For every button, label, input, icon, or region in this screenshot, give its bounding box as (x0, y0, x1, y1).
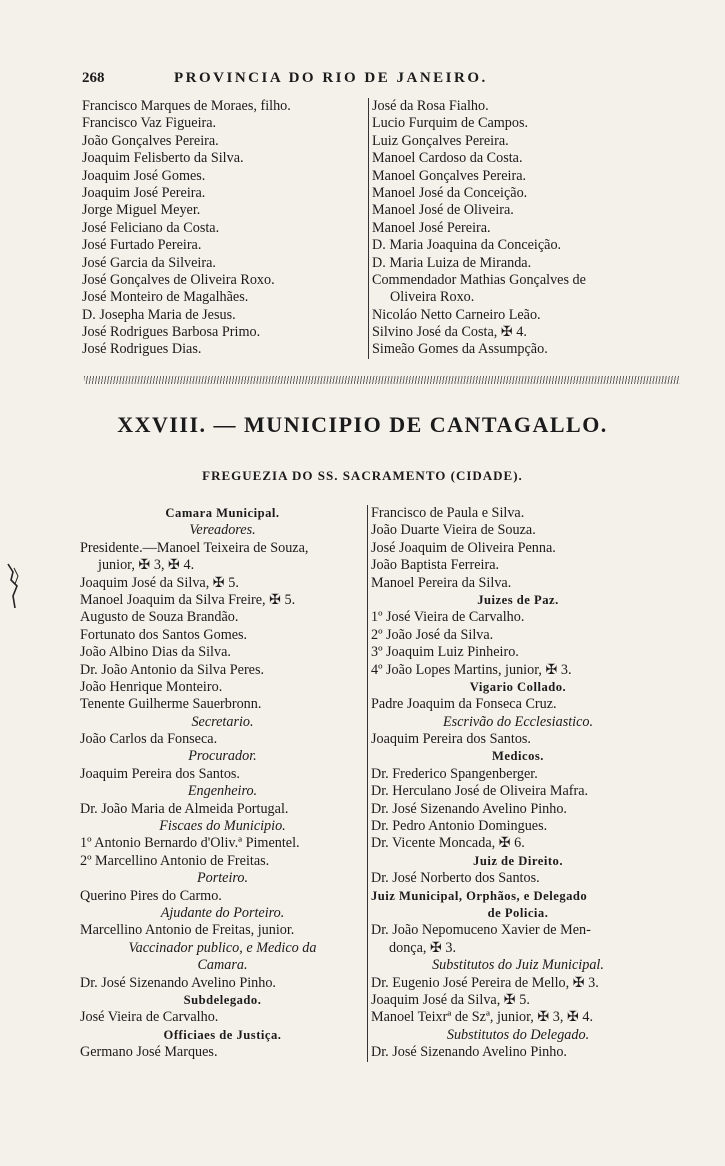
bottom-right-heading: Medicos. (492, 749, 544, 764)
bottom-right-entry: Dr. Herculano José de Oliveira Mafra. (371, 783, 589, 800)
bottom-right-entry: Joaquim José da Silva, ✠ 5. (371, 991, 530, 1008)
top-left-entry: João Gonçalves Pereira. (82, 132, 219, 149)
bottom-right-entry: Dr. José Norberto dos Santos. (371, 870, 540, 887)
top-right-entry: Manoel José da Conceição. (372, 184, 528, 201)
ornamental-rule (84, 376, 680, 384)
bottom-right-entry: 3º Joaquim Luiz Pinheiro. (371, 644, 519, 661)
top-left-entry: Joaquim José Pereira. (82, 184, 206, 201)
section-title: XXVIII. — MUNICIPIO DE CANTAGALLO. (117, 412, 608, 437)
bottom-left-entry: Joaquim Pereira dos Santos. (80, 765, 240, 782)
bottom-right-column (367, 505, 665, 1062)
bottom-left-entry: Dr. João Antonio da Silva Peres. (80, 661, 265, 678)
bottom-left-entry: Fortunato dos Santos Gomes. (80, 626, 248, 643)
top-left-entry: José Gonçalves de Oliveira Roxo. (82, 271, 275, 288)
bottom-right-entry: José Joaquim de Oliveira Penna. (371, 539, 556, 556)
top-left-column (82, 98, 364, 359)
top-right-entry: Commendador Mathias Gonçalves de (372, 271, 586, 288)
bottom-left-heading: Vaccinador publico, e Medico da (128, 939, 317, 956)
top-left-entry: Francisco Marques de Moraes, filho. (82, 98, 291, 114)
bottom-right-entry: 4º João Lopes Martins, junior, ✠ 3. (371, 661, 572, 678)
top-left-entry: Francisco Vaz Figueira. (82, 115, 217, 132)
bottom-right-entry: João Baptista Ferreira. (371, 557, 500, 574)
bottom-left-entry: Germano José Marques. (80, 1044, 218, 1061)
top-left-entry: José Monteiro de Magalhães. (82, 289, 249, 306)
bottom-right-entry: Dr. José Sizenando Avelino Pinho. (371, 800, 567, 817)
bottom-right-heading: Juiz de Direito. (473, 853, 563, 868)
bottom-right-entry: Dr. Vicente Moncada, ✠ 6. (371, 835, 525, 852)
top-right-entry: Manoel José Pereira. (372, 219, 491, 236)
bottom-right-heading: Juiz Municipal, Orphãos, e Delegado (371, 888, 588, 903)
top-right-entry: Manoel Cardoso da Costa. (372, 150, 523, 167)
top-right-column (368, 98, 664, 359)
bottom-right-entry: Dr. João Nepomuceno Xavier de Men- (371, 922, 591, 939)
bottom-right-entry: 2º João José da Silva. (371, 626, 494, 643)
bottom-right-entry: Joaquim Pereira dos Santos. (371, 731, 531, 748)
bottom-right-heading: Substitutos do Delegado. (446, 1026, 590, 1043)
bottom-left-heading: Vereadores. (189, 522, 256, 539)
top-left-entry: Jorge Miguel Meyer. (82, 202, 201, 219)
top-left-entry: Joaquim Felisberto da Silva. (82, 150, 244, 167)
bottom-left-entry: João Carlos da Fonseca. (80, 731, 218, 748)
top-right-entry: D. Maria Joaquina da Conceição. (372, 237, 562, 254)
bottom-left-heading: Camara Municipal. (165, 506, 280, 520)
top-left-entry: D. Josepha Maria de Jesus. (82, 306, 236, 323)
bottom-right-entry: Manoel Teixrª de Szª, junior, ✠ 3, ✠ 4. (371, 1009, 594, 1026)
top-left-entry: José Rodrigues Barbosa Primo. (82, 324, 261, 341)
top-right-entry: Manoel Gonçalves Pereira. (372, 167, 527, 184)
bottom-left-heading: Ajudante do Porteiro. (160, 904, 285, 921)
top-left-entry: José Garcia da Silveira. (82, 254, 216, 271)
bottom-left-entry: 2º Marcellino Antonio de Freitas. (80, 852, 270, 869)
bottom-left-heading: Camara. (197, 957, 248, 974)
top-left-entry: Joaquim José Gomes. (82, 167, 206, 184)
bottom-right-entry: Dr. José Sizenando Avelino Pinho. (371, 1044, 567, 1061)
bottom-left-entry: 1º Antonio Bernardo d'Oliv.ª Pimentel. (80, 835, 300, 852)
bottom-right-entry: Dr. Eugenio José Pereira de Mello, ✠ 3. (371, 974, 599, 991)
top-right-entry: Silvino José da Costa, ✠ 4. (372, 324, 527, 341)
bottom-right-entry: Manoel Pereira da Silva. (371, 574, 512, 591)
bottom-right-entry: Dr. Frederico Spangenberger. (371, 765, 538, 782)
section-subtitle: FREGUEZIA DO SS. SACRAMENTO (CIDADE). (202, 468, 523, 483)
bottom-right-heading: de Policia. (487, 905, 549, 920)
top-left-entry: José Rodrigues Dias. (82, 341, 202, 358)
bottom-left-heading: Engenheiro. (187, 783, 258, 800)
page-number: 268 (82, 70, 105, 86)
bottom-left-entry: Presidente.—Manoel Teixeira de Souza, (80, 539, 309, 556)
bottom-left-entry: José Vieira de Carvalho. (80, 1009, 219, 1026)
bottom-left-entry: Querino Pires do Carmo. (80, 887, 222, 904)
bottom-left-entry: Dr. João Maria de Almeida Portugal. (80, 800, 289, 817)
bottom-right-entry: 1º José Vieira de Carvalho. (371, 609, 525, 626)
top-right-entry: Simeão Gomes da Assumpção. (372, 341, 548, 358)
bottom-left-entry: junior, ✠ 3, ✠ 4. (98, 557, 195, 574)
top-right-entry: Lucio Furquim de Campos. (372, 115, 529, 132)
top-right-entry: José da Rosa Fialho. (372, 98, 489, 114)
bottom-right-entry: donça, ✠ 3. (389, 939, 457, 956)
bottom-left-entry: Dr. José Sizenando Avelino Pinho. (80, 974, 276, 991)
bottom-left-heading: Fiscaes do Municipio. (159, 818, 286, 835)
top-right-entry: Luiz Gonçalves Pereira. (372, 132, 509, 149)
bottom-left-heading: Subdelegado. (183, 992, 262, 1007)
bottom-left-heading: Procurador. (188, 748, 257, 765)
bottom-left-heading: Secretario. (191, 713, 254, 730)
bottom-left-entry: João Henrique Monteiro. (80, 678, 223, 695)
bottom-left-entry: Joaquim José da Silva, ✠ 5. (80, 574, 239, 591)
running-title: PROVINCIA DO RIO DE JANEIRO. (174, 70, 488, 86)
bottom-right-heading: Escrivão do Ecclesiastico. (442, 713, 594, 730)
bottom-right-entry: Padre Joaquim da Fonseca Cruz. (371, 696, 557, 713)
top-right-entry: Manoel José de Oliveira. (372, 202, 514, 219)
bottom-left-heading: Porteiro. (196, 870, 249, 887)
top-left-entry: José Feliciano da Costa. (82, 219, 220, 236)
bottom-right-heading: Juizes de Paz. (477, 592, 559, 607)
bottom-right-entry: Dr. Pedro Antonio Domingues. (371, 818, 548, 835)
top-right-entry: D. Maria Luiza de Miranda. (372, 254, 532, 271)
bottom-left-entry: Tenente Guilherme Sauerbronn. (80, 696, 262, 713)
bottom-right-heading: Substitutos do Juiz Municipal. (432, 957, 604, 974)
bottom-left-column (80, 505, 365, 1062)
top-right-entry: Nicoláo Netto Carneiro Leão. (372, 306, 541, 323)
bottom-left-entry: Manoel Joaquim da Silva Freire, ✠ 5. (80, 591, 296, 608)
bottom-right-entry: João Duarte Vieira de Souza. (371, 522, 536, 539)
bottom-right-entry: Francisco de Paula e Silva. (371, 505, 525, 521)
bottom-right-heading: Vigario Collado. (469, 679, 567, 694)
top-right-entry: Oliveira Roxo. (390, 289, 475, 306)
top-left-entry: José Furtado Pereira. (82, 237, 202, 254)
margin-ink-mark (4, 562, 24, 614)
bottom-left-entry: João Albino Dias da Silva. (80, 644, 231, 661)
bottom-left-entry: Augusto de Souza Brandão. (80, 609, 239, 626)
bottom-left-heading: Officiaes de Justiça. (163, 1027, 282, 1042)
bottom-left-entry: Marcellino Antonio de Freitas, junior. (80, 922, 295, 939)
